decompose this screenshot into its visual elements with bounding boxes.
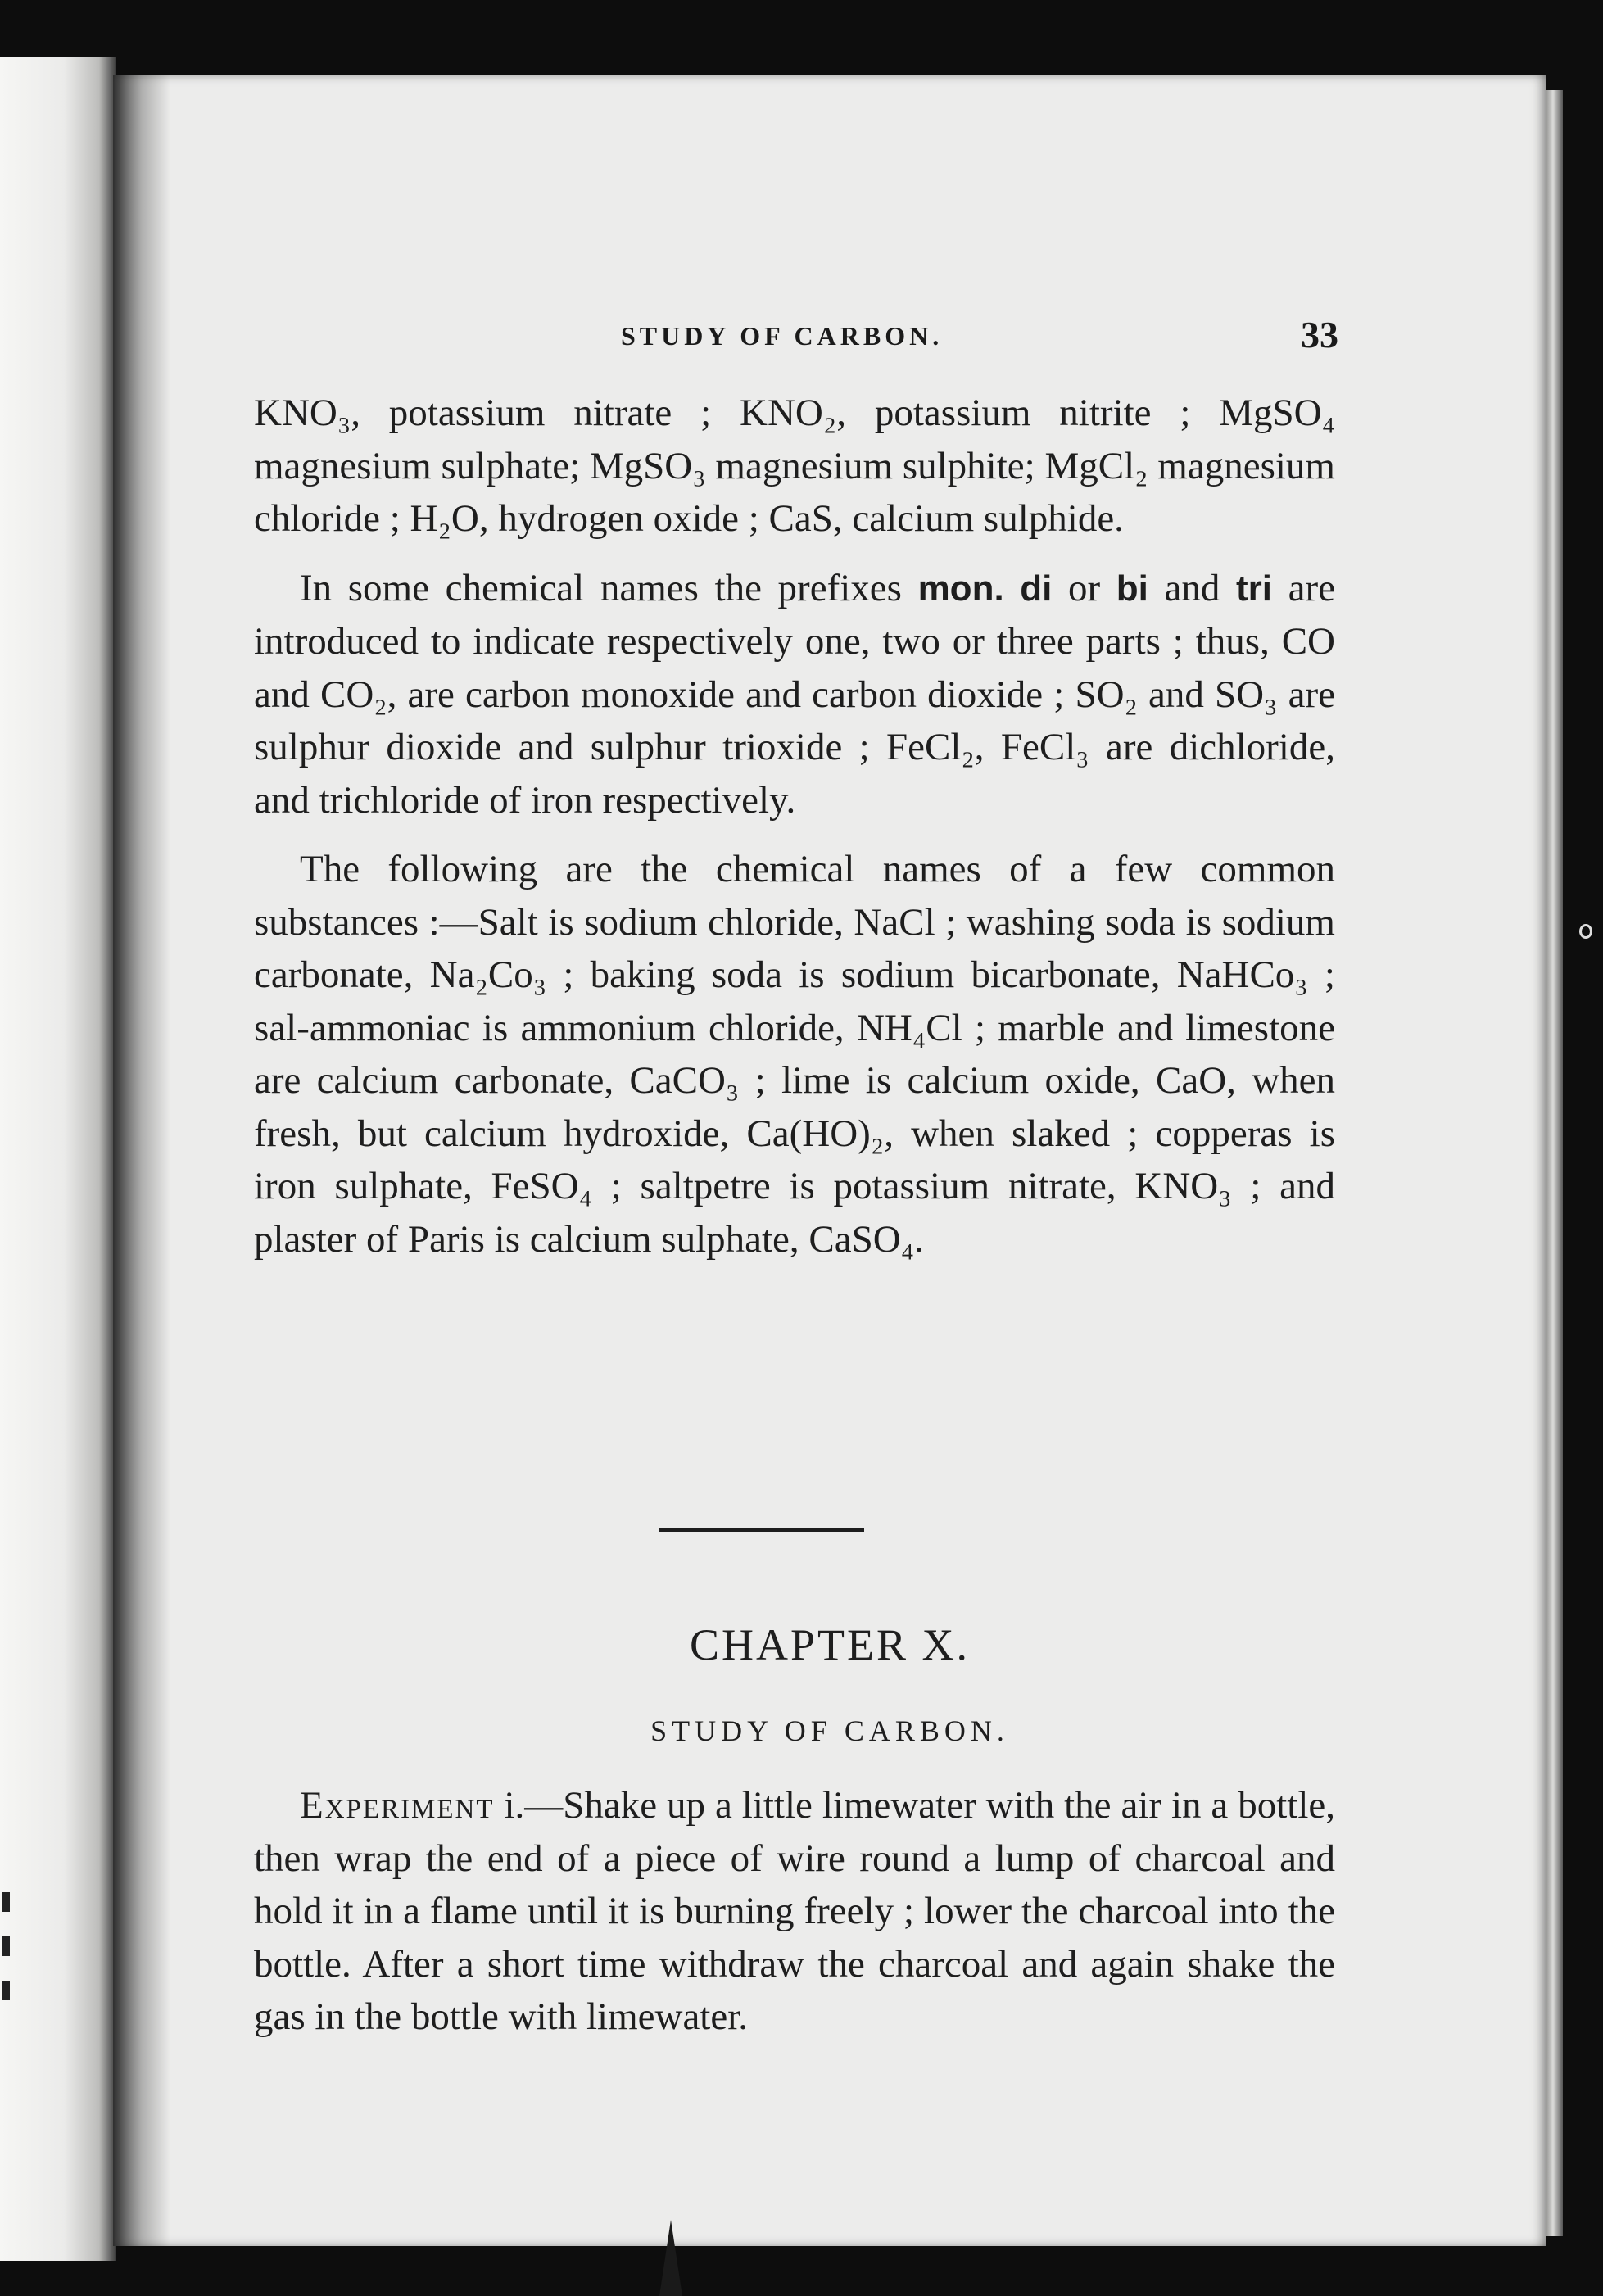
chapter-title: CHAPTER X. [689, 1620, 971, 1669]
page-fore-edge [1546, 90, 1563, 2236]
experiment-number: i. [504, 1784, 525, 1827]
running-title: STUDY OF CARBON. [621, 321, 944, 351]
section-divider-rule [659, 1528, 864, 1532]
paragraph-text: or [1052, 566, 1116, 609]
chapter-body [254, 1779, 1335, 2044]
prefix-mon: mon. [917, 568, 1004, 609]
scan-clip-mark [659, 2220, 682, 2296]
experiment-text: —Shake up a little limewater with the air in a bottle, then wrap the end of a piece of wire round a lump of charcoal and hold it in a flame until it is burning freely ; lower the charcoal into the bottle. After a short time withdraw the charcoal and again shake the gas in the bottle with limewater. [254, 1784, 1335, 2038]
spine-shadow [113, 75, 170, 2246]
paragraph-prefixes [254, 562, 1335, 827]
paragraph-text: In some chemical names the prefixes [300, 566, 918, 609]
facing-page-marks [0, 1868, 16, 2031]
paragraph-continued: KNO₃, potassium nitrate ; KNO₂, potassium nitrite ; MgSO₄ magnesium sulphate; MgSO₃ magnesium sulphite; MgCl₂ magnesium chloride ; H₂O, hydrogen oxide ; CaS, calcium sulphide. [254, 392, 1335, 540]
paragraph-text: are introduced to indicate respectively one, two or three parts ; thus, CO and CO₂, are carbon monoxide and carbon dioxide ; SO₂ and SO₃ are sulphur dioxide and sulphur trioxide ; FeCl₂, FeCl₃ are dichloride, and trichloride of iron respectively. [254, 566, 1336, 822]
edge-hole-mark [1579, 924, 1592, 939]
facing-page-edge [0, 57, 116, 2261]
book-page [113, 75, 1546, 2246]
page-body [254, 387, 1335, 1282]
running-head [113, 313, 1546, 362]
paragraph-common-substances: The following are the chemical names of a few common substances :—Salt is sodium chloride, NaCl ; washing soda is sodium carbonate, Na₂Co₃ ; baking soda is sodium bicarbonate, NaHCo₃ ; sal-ammoniac is ammonium chloride, NH₄Cl ; marble and limestone are calcium carbonate, CaCO₃ ; lime is calcium oxide, CaO, when fresh, but calcium hydroxide, Ca(HO)₂, when slaked ; copperas is iron sulphate, FeSO₄ ; saltpetre is potassium nitrate, KNO₃ ; and plaster of Paris is calcium sulphate, CaSO₄. [254, 848, 1335, 1261]
experiment-paragraph [254, 1779, 1335, 2044]
paragraph-text [1004, 567, 1021, 609]
paragraph-text: and [1148, 566, 1237, 609]
prefix-bi: bi [1116, 568, 1148, 609]
experiment-label: Experiment [300, 1784, 495, 1827]
page-number: 33 [1301, 314, 1338, 355]
prefix-di: di [1020, 568, 1053, 609]
prefix-tri: tri [1236, 568, 1273, 609]
chapter-subtitle: STUDY OF CARBON. [650, 1714, 1009, 1747]
